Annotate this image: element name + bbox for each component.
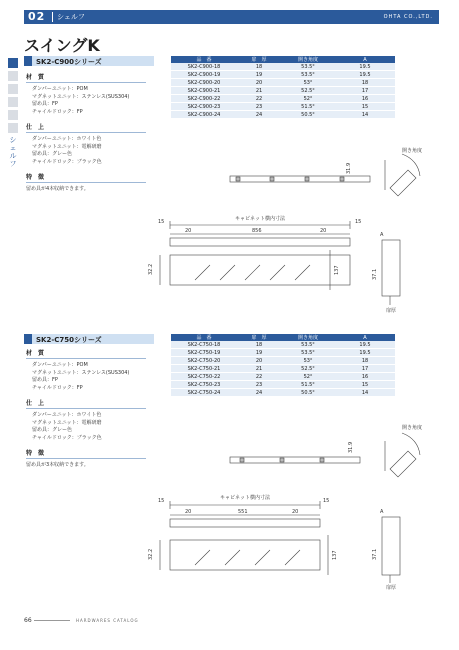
side-tab[interactable] — [8, 84, 18, 94]
cell: SK2-C900-19 — [171, 71, 237, 79]
cabinet-label: キャビネット横内寸法 — [220, 495, 271, 501]
cell: 17 — [335, 87, 395, 95]
finish-item: 留め具：グレー色 — [32, 151, 73, 158]
cell: 18 — [237, 63, 281, 71]
table-row — [171, 103, 395, 111]
divider — [26, 182, 146, 183]
cell: 23 — [237, 103, 281, 111]
material-item: チャイルドロック：FP — [32, 108, 83, 115]
series-heading-c750 — [24, 334, 154, 344]
dim-20a: 20 — [185, 228, 192, 234]
feature-heading: 特 徴 — [26, 174, 45, 182]
footer-rule — [34, 620, 70, 621]
table-row — [171, 63, 395, 71]
technical-drawing-c900 — [140, 130, 440, 315]
material-item: 留め具：FP — [32, 101, 58, 108]
table-row — [171, 341, 395, 349]
material-item: チャイルドロック：FP — [32, 384, 83, 391]
label-a: A — [380, 509, 384, 515]
header-bar — [24, 10, 439, 24]
cell: SK2-C900-20 — [171, 79, 237, 87]
dim-inner: 856 — [252, 228, 262, 234]
cell: SK2-C750-18 — [171, 341, 237, 349]
dim-15b: 15 — [323, 498, 330, 504]
spec-table-c750 — [171, 334, 395, 397]
cell: SK2-C750-19 — [171, 349, 237, 357]
material-heading: 材 質 — [26, 74, 45, 81]
cell: 53° — [281, 357, 335, 365]
material-item: 留め具：FP — [32, 377, 58, 384]
cell: 19.5 — [335, 341, 395, 349]
divider — [26, 82, 146, 83]
cell: 53.5° — [281, 341, 335, 349]
col-header: 品 番 — [171, 334, 237, 341]
cell: 18 — [335, 79, 395, 87]
series-heading-c900 — [24, 56, 154, 66]
front-view-top — [170, 519, 320, 527]
side-index-tabs — [8, 58, 18, 136]
series-marker — [24, 56, 32, 66]
series-name: SK2-C750シリーズ — [36, 336, 102, 344]
front-view-top — [170, 238, 350, 246]
cell: 19.5 — [335, 63, 395, 71]
cell: 53° — [281, 79, 335, 87]
finish-item: チャイルドロック：ブラック色 — [32, 434, 102, 441]
cell: 22 — [237, 373, 281, 381]
side-category-label: シェルフ — [9, 136, 17, 168]
material-item: マグネットユニット：ステンレス(SUS304) — [32, 93, 130, 100]
cell: 24 — [237, 389, 281, 397]
dim-20a: 20 — [185, 509, 192, 515]
cell: SK2-C900-21 — [171, 87, 237, 95]
cell: SK2-C750-20 — [171, 357, 237, 365]
cell: 14 — [335, 389, 395, 397]
page-number: 66 — [24, 617, 32, 624]
catalog-name: HARDWARES CATALOG — [76, 618, 139, 623]
cell: 22 — [237, 95, 281, 103]
side-section — [382, 517, 400, 575]
cell: 53.5° — [281, 71, 335, 79]
table-row — [171, 349, 395, 357]
dim-15a: 15 — [158, 219, 165, 225]
dim-left: 32.2 — [148, 548, 154, 560]
front-view-body — [170, 255, 350, 285]
dim-15b: 15 — [355, 219, 362, 225]
finish-item: チャイルドロック：ブラック色 — [32, 158, 102, 165]
table-header-row — [171, 56, 395, 63]
cell: 20 — [237, 357, 281, 365]
cell: SK2-C900-23 — [171, 103, 237, 111]
finish-item: ダンパーユニット：ホワイト色 — [32, 412, 102, 419]
dim-side: 37.1 — [372, 548, 378, 560]
table-row — [171, 79, 395, 87]
cell: 53.5° — [281, 349, 335, 357]
cell: 52.5° — [281, 365, 335, 373]
material-item: ダンパーユニット：POM — [32, 86, 88, 93]
cell: 16 — [335, 95, 395, 103]
dim-vertical: 31.9 — [346, 162, 352, 174]
cell: SK2-C750-23 — [171, 381, 237, 389]
cell: 15 — [335, 381, 395, 389]
dim-side: 37.1 — [372, 268, 378, 280]
col-header: A — [335, 56, 395, 63]
finish-item: ダンパーユニット：ホワイト色 — [32, 136, 102, 143]
hinge-detail — [390, 451, 416, 477]
side-tab[interactable] — [8, 71, 18, 81]
dim-20b: 20 — [320, 228, 327, 234]
col-header: 開き角度 — [281, 334, 335, 341]
rail-side-view — [230, 176, 370, 182]
table-row — [171, 87, 395, 95]
cell: 19 — [237, 71, 281, 79]
cell: 52.5° — [281, 87, 335, 95]
col-header: 品 番 — [171, 56, 237, 63]
dim-20b: 20 — [292, 509, 299, 515]
dim-15a: 15 — [158, 498, 165, 504]
cell: 16 — [335, 373, 395, 381]
label-a: A — [380, 232, 384, 238]
side-tab[interactable] — [8, 97, 18, 107]
feature-text: 留め具が3本収納できます。 — [26, 462, 89, 469]
cell: 50.5° — [281, 111, 335, 119]
table-row — [171, 111, 395, 119]
cabinet-label: キャビネット横内寸法 — [235, 216, 286, 222]
cell: 15 — [335, 103, 395, 111]
cell: 24 — [237, 111, 281, 119]
cell: 21 — [237, 87, 281, 95]
divider — [26, 132, 146, 133]
finish-item: マグネットユニット：電解研磨 — [32, 143, 102, 150]
side-tab[interactable] — [8, 123, 18, 133]
open-angle-label: 開き角度 — [402, 148, 423, 154]
table-row — [171, 389, 395, 397]
series-marker — [24, 334, 32, 344]
divider — [26, 458, 146, 459]
cell: 50.5° — [281, 389, 335, 397]
table-row — [171, 365, 395, 373]
cell: 17 — [335, 365, 395, 373]
cell: SK2-C750-21 — [171, 365, 237, 373]
finish-item: 留め具：グレー色 — [32, 427, 73, 434]
table-row — [171, 357, 395, 365]
col-header: A — [335, 334, 395, 341]
cell: SK2-C900-24 — [171, 111, 237, 119]
material-heading: 材 質 — [26, 350, 45, 357]
dim-right: 137 — [332, 550, 338, 560]
cell: 20 — [237, 79, 281, 87]
dim-inner: 551 — [238, 509, 248, 515]
hinge-detail — [390, 170, 416, 196]
material-item: ダンパーユニット：POM — [32, 362, 88, 369]
side-section — [382, 240, 400, 296]
feature-text: 留め具が4本収納できます。 — [26, 186, 89, 193]
table-row — [171, 381, 395, 389]
table-row — [171, 373, 395, 381]
side-tab[interactable] — [8, 110, 18, 120]
cell: 51.5° — [281, 103, 335, 111]
table-row — [171, 95, 395, 103]
col-header: 扉 厚 — [237, 56, 281, 63]
cell: 19.5 — [335, 349, 395, 357]
dim-vertical: 31.9 — [348, 441, 354, 453]
cell: 14 — [335, 111, 395, 119]
table-header-row — [171, 334, 395, 341]
spec-table-c900 — [171, 56, 395, 119]
cell: 52° — [281, 95, 335, 103]
cell: 19.5 — [335, 71, 395, 79]
dim-right: 137 — [334, 265, 340, 275]
cell: 53.5° — [281, 63, 335, 71]
divider — [26, 408, 146, 409]
section-number: 02 — [28, 10, 46, 23]
col-header: 扉 厚 — [237, 334, 281, 341]
door-thickness-label: 扉厚 — [386, 308, 397, 314]
cell: 52° — [281, 373, 335, 381]
dim-left: 32.2 — [148, 263, 154, 275]
brand-label: OHTA CO.,LTD. — [383, 14, 433, 20]
rail-side-view — [230, 457, 360, 463]
finish-item: マグネットユニット：電解研磨 — [32, 419, 102, 426]
table-row — [171, 71, 395, 79]
front-view-body — [170, 540, 320, 570]
material-item: マグネットユニット：ステンレス(SUS304) — [32, 369, 130, 376]
cell: SK2-C900-18 — [171, 63, 237, 71]
cell: 18 — [237, 341, 281, 349]
feature-heading: 特 徴 — [26, 450, 45, 458]
side-tab-active[interactable] — [8, 58, 18, 68]
category-label: シェルフ — [57, 13, 85, 21]
divider — [26, 358, 146, 359]
technical-drawing-c750 — [140, 405, 440, 590]
col-header: 開き角度 — [281, 56, 335, 63]
series-name: SK2-C900シリーズ — [36, 58, 102, 66]
cell: 23 — [237, 381, 281, 389]
page-title: スイングK — [24, 36, 100, 55]
finish-heading: 仕 上 — [26, 400, 45, 408]
cell: 19 — [237, 349, 281, 357]
cell: SK2-C900-22 — [171, 95, 237, 103]
cell: SK2-C750-22 — [171, 373, 237, 381]
header-divider — [52, 12, 53, 22]
cell: SK2-C750-24 — [171, 389, 237, 397]
door-thickness-label: 扉厚 — [386, 585, 397, 590]
cell: 51.5° — [281, 381, 335, 389]
cell: 18 — [335, 357, 395, 365]
cell: 21 — [237, 365, 281, 373]
finish-heading: 仕 上 — [26, 124, 45, 132]
open-angle-label: 開き角度 — [402, 425, 423, 431]
